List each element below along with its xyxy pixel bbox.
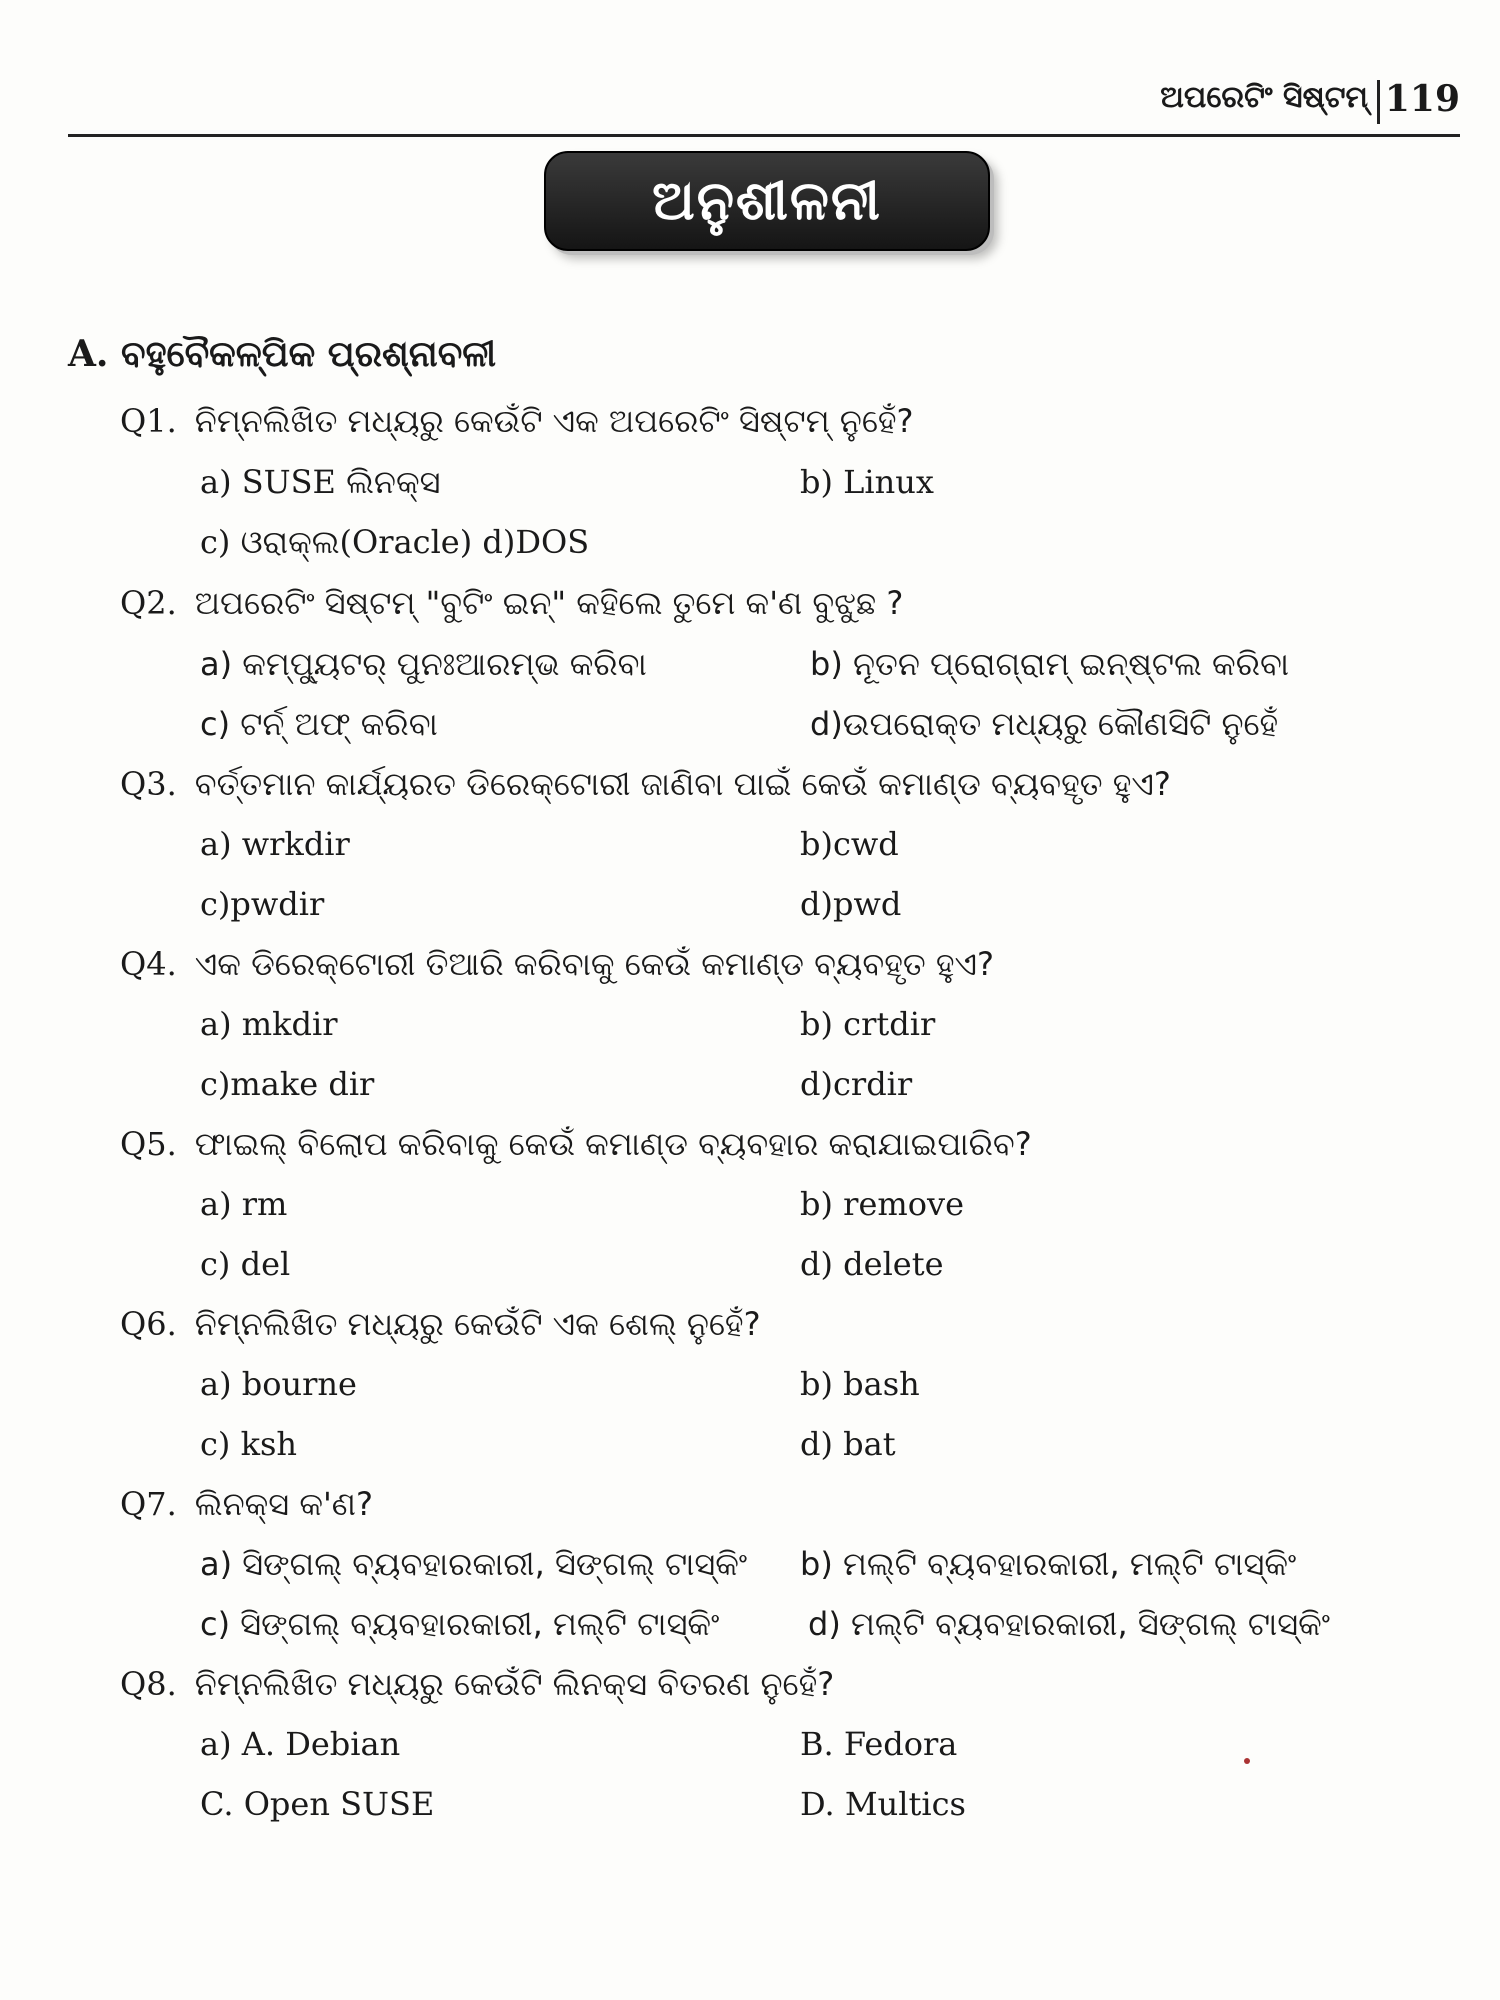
page-header [68, 78, 1460, 137]
question-text: ନିମ୍ନଲିଖିତ ମଧ୍ୟରୁ କେଉଁଟି ଏକ ଶେଲ୍ ନୁହେଁ? [194, 1305, 761, 1343]
question-8 [120, 1665, 834, 1704]
question-number: Q2. [120, 584, 177, 622]
question-text: ବର୍ତ୍ତମାନ କାର୍ଯ୍ୟରତ ଡିରେକ୍ଟୋରୀ ଜାଣିବା ପାଇଁ କେଉଁ କମାଣ୍ଡ ବ୍ୟବହୃତ ହୁଏ? [194, 765, 1171, 803]
question-5 [120, 1125, 1032, 1164]
option-a: a) କମ୍ପ୍ୟୁଟର୍ ପୁନଃଆରମ୍ଭ କରିବା [200, 645, 647, 683]
option-a: a) mkdir [200, 1005, 338, 1043]
option-c: c) del [200, 1245, 291, 1283]
section-letter: A. [68, 333, 109, 375]
option-d: d)pwd [800, 885, 902, 923]
option-b: b) remove [800, 1185, 964, 1223]
question-text: ଲିନକ୍ସ କ'ଣ? [194, 1485, 373, 1523]
question-number: Q1. [120, 402, 177, 440]
option-d: D. Multics [800, 1785, 966, 1823]
question-6 [120, 1305, 761, 1344]
question-text: ଏକ ଡିରେକ୍ଟୋରୀ ତିଆରି କରିବାକୁ କେଉଁ କମାଣ୍ଡ ବ୍ୟବହୃତ ହୁଏ? [194, 945, 994, 983]
option-c-d: c) ଓରାକ୍ଲ(Oracle) d)DOS [200, 523, 590, 561]
question-1 [120, 402, 914, 441]
question-number: Q6. [120, 1305, 177, 1343]
option-a: a) rm [200, 1185, 288, 1223]
option-c: c) ଟର୍ନ୍ ଅଫ୍ କରିବା [200, 705, 438, 743]
option-b: b) crtdir [800, 1005, 936, 1043]
page-number: 119 [1384, 78, 1460, 120]
header-section-title: ଅପରେଟିଂ ସିଷ୍ଟମ୍ [1160, 80, 1368, 115]
option-d: d) ମଲ୍ଟି ବ୍ୟବହାରକାରୀ, ସିଙ୍ଗଲ୍ ଟାସ୍କିଂ [808, 1605, 1331, 1643]
option-b: b) ମଲ୍ଟି ବ୍ୟବହାରକାରୀ, ମଲ୍ଟି ଟାସ୍କିଂ [800, 1545, 1297, 1583]
option-d: d) delete [800, 1245, 944, 1283]
question-number: Q4. [120, 945, 177, 983]
question-number: Q3. [120, 765, 177, 803]
question-number: Q5. [120, 1125, 177, 1163]
option-b: b) ନୂତନ ପ୍ରୋଗ୍ରାମ୍ ଇନ୍ଷ୍ଟଲ କରିବା [810, 645, 1290, 683]
option-b: b) bash [800, 1365, 920, 1403]
option-a: a) ସିଙ୍ଗଲ୍ ବ୍ୟବହାରକାରୀ, ସିଙ୍ଗଲ୍ ଟାସ୍କିଂ [200, 1545, 748, 1583]
question-text: ଅପରେଟିଂ ସିଷ୍ଟମ୍ "ବୁଟିଂ ଇନ୍" କହିଲେ ତୁମେ କ'ଣ ବୁଝୁଛ ? [194, 584, 904, 622]
question-text: ଫାଇଲ୍ ବିଲୋପ କରିବାକୁ କେଉଁ କମାଣ୍ଡ ବ୍ୟବହାର କରାଯାଇପାରିବ? [194, 1125, 1032, 1163]
option-c: c)pwdir [200, 885, 325, 923]
option-c: c) ସିଙ୍ଗଲ୍ ବ୍ୟବହାରକାରୀ, ମଲ୍ଟି ଟାସ୍କିଂ [200, 1605, 720, 1643]
option-c: C. Open SUSE [200, 1785, 435, 1823]
option-b: b) Linux [800, 463, 934, 501]
exercise-banner [544, 151, 990, 251]
option-b: b)cwd [800, 825, 899, 863]
option-a: a) wrkdir [200, 825, 350, 863]
option-a: a) A. Debian [200, 1725, 401, 1763]
section-title: ବହୁବୈକଳ୍ପିକ ପ୍ରଶ୍ନାବଳୀ [121, 334, 497, 375]
question-4 [120, 945, 994, 984]
option-b: B. Fedora [800, 1725, 958, 1763]
option-c: c) ksh [200, 1425, 297, 1463]
option-a: a) bourne [200, 1365, 357, 1403]
option-d: d)crdir [800, 1065, 913, 1103]
question-text: ନିମ୍ନଲିଖିତ ମଧ୍ୟରୁ କେଉଁଟି ଲିନକ୍ସ ବିତରଣ ନୁହେଁ? [194, 1665, 835, 1703]
question-number: Q8. [120, 1665, 177, 1703]
option-c: c)make dir [200, 1065, 375, 1103]
option-d: d)ଉପରୋକ୍ତ ମଧ୍ୟରୁ କୌଣସିଟି ନୁହେଁ [810, 705, 1279, 743]
option-d: d) bat [800, 1425, 896, 1463]
question-number: Q7. [120, 1485, 177, 1523]
question-7 [120, 1485, 373, 1524]
question-3 [120, 765, 1171, 804]
banner-title: ଅନୁଶୀଳନୀ [652, 169, 882, 232]
option-a: a) SUSE ଲିନକ୍ସ [200, 463, 441, 501]
section-heading [68, 333, 496, 376]
question-text: ନିମ୍ନଲିଖିତ ମଧ୍ୟରୁ କେଉଁଟି ଏକ ଅପରେଟିଂ ସିଷ୍ଟମ୍ ନୁହେଁ? [194, 402, 914, 440]
ink-speck [1244, 1758, 1250, 1764]
header-divider [1377, 80, 1380, 124]
question-2 [120, 584, 903, 623]
